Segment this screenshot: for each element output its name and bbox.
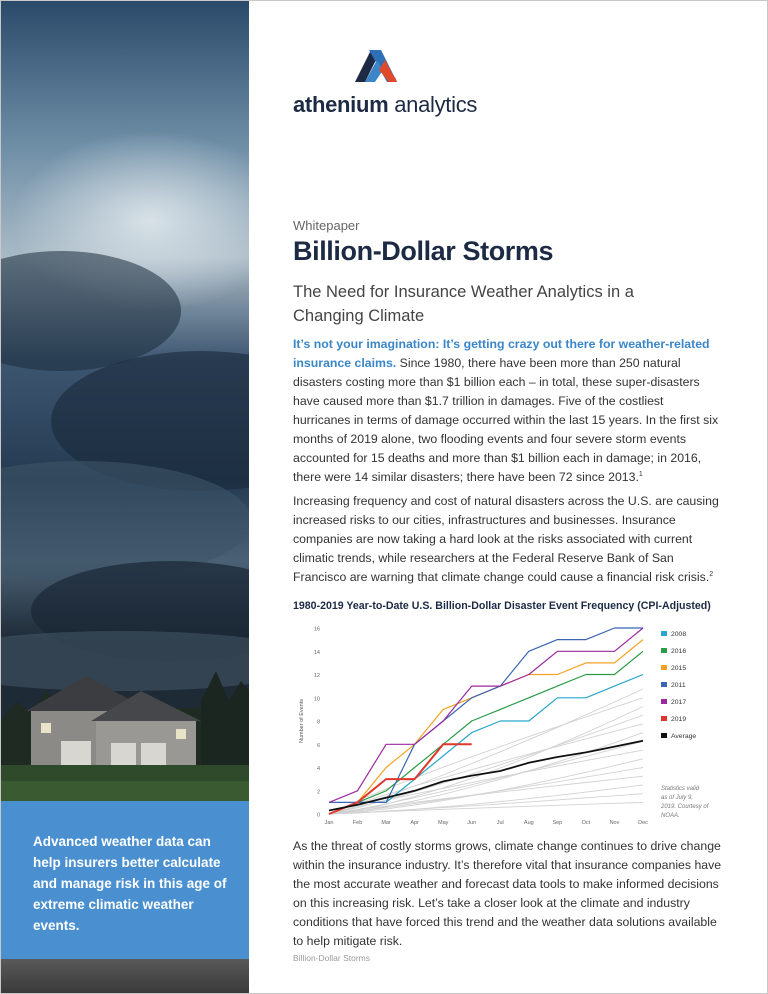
x-tick-label: Dec	[638, 820, 648, 826]
intro-paragraph	[293, 335, 723, 487]
y-tick-label: 16	[313, 626, 320, 633]
legend-label-2019: 2019	[671, 716, 687, 723]
series-line-2016	[329, 651, 643, 814]
callout-box	[1, 801, 249, 959]
y-tick-label: 8	[316, 719, 320, 726]
disaster-frequency-chart	[293, 618, 723, 830]
x-tick-label: Apr	[410, 820, 419, 826]
chart-title: 1980-2019 Year-to-Date U.S. Billion-Dollar Disaster Event Frequency (CPI-Adjusted)	[293, 600, 711, 612]
legend-label-average: Average	[671, 733, 697, 740]
legend-swatch-2008	[661, 631, 667, 636]
footnote-ref-2: 2	[709, 570, 714, 578]
x-tick-label: Jan	[324, 820, 334, 826]
legend-label-2015: 2015	[671, 665, 687, 672]
legend-swatch-average	[661, 733, 667, 738]
y-tick-label: 12	[313, 673, 320, 679]
chart-note-line: Statistics valid	[661, 786, 700, 792]
cover-photo-panel	[1, 1, 249, 993]
legend-label-2017: 2017	[671, 699, 687, 706]
x-tick-label: Nov	[609, 820, 620, 826]
legend-swatch-2011	[661, 682, 667, 687]
legend-swatch-2017	[661, 699, 667, 704]
x-tick-label: Sep	[552, 820, 563, 826]
footnote-ref-1: 1	[638, 470, 643, 478]
brand-name-bold: athenium	[293, 92, 389, 117]
legend-label-2011: 2011	[671, 682, 686, 689]
risk-paragraph	[293, 492, 723, 587]
x-tick-label: Jun	[467, 820, 477, 826]
y-tick-label: 2	[316, 789, 320, 796]
brand-wordmark	[293, 92, 493, 118]
legend-swatch-2016	[661, 648, 667, 653]
y-tick-label: 0	[316, 812, 320, 819]
chart-note-line: 2019. Courtesy of	[661, 804, 709, 810]
y-tick-label: 4	[316, 766, 320, 772]
intro-body: Since 1980, there have been more than 250 natural disasters costing more than $1 billion each – in total, these super-disasters have caused more than $1.7 trillion in damages. Five of the costliest hurricanes in terms of damage occurred within the last 15 years. In the first six months of 2019 alone, two flooding events and four severe storm events accounted for 15 deaths and more than $1 billion each in damage; in 2016, there were 14 similar disasters; there have been 72 since 2013.	[293, 356, 719, 484]
legend-swatch-2015	[661, 665, 667, 670]
y-tick-label: 14	[313, 649, 320, 656]
x-tick-label: May	[437, 820, 449, 826]
intro-lead: It’s not your imagination: It’s getting crazy out there for weather-related insurance claims.	[293, 337, 710, 370]
y-tick-label: 6	[316, 742, 320, 749]
page-subtitle: The Need for Insurance Weather Analytics in a Changing Climate	[293, 283, 634, 325]
x-tick-label: Jul	[496, 820, 504, 826]
closing-paragraph: As the threat of costly storms grows, climate change continues to drive change within the insurance industry. It’s therefore vital that insurance companies have the most accurate weather and forecast data tools to make informed decisions on this increasing risk. Let’s take a closer look at the climate and industry conditions that have forced this trend and the weather data solutions available to help mitigate risk.	[293, 839, 722, 948]
x-tick-label: Aug	[523, 820, 534, 826]
x-tick-label: Oct	[581, 820, 591, 826]
legend-label-2008: 2008	[671, 631, 687, 638]
callout-text: Advanced weather data can help insurers better calculate and manage risk in this age of extreme climatic weather events.	[33, 834, 227, 933]
legend-label-2016: 2016	[671, 648, 687, 655]
brand-name-light: analytics	[394, 92, 478, 117]
background-year-line	[329, 715, 643, 814]
legend-swatch-2019	[661, 716, 667, 721]
page-title: Billion-Dollar Storms	[293, 236, 554, 266]
chart-note-line: NOAA.	[661, 813, 680, 819]
y-tick-label: 10	[313, 696, 320, 703]
doc-type-label: Whitepaper	[293, 218, 360, 233]
page-footer: Billion-Dollar Storms	[293, 953, 370, 963]
risk-body: Increasing frequency and cost of natural disasters across the U.S. are causing increased risks to our cities, infrastructures and businesses. Insurance companies are now taking a hard look at the risks associated with current climatic trends, while researchers at the Federal Reserve Bank of San Francisco are warning that climate change could cause a financial risk crisis.	[293, 494, 719, 584]
x-tick-label: Mar	[381, 820, 391, 826]
x-tick-label: Feb	[352, 820, 363, 826]
y-axis-label: Number of Events	[299, 698, 305, 744]
chart-note-line: as of July 9,	[661, 795, 694, 801]
